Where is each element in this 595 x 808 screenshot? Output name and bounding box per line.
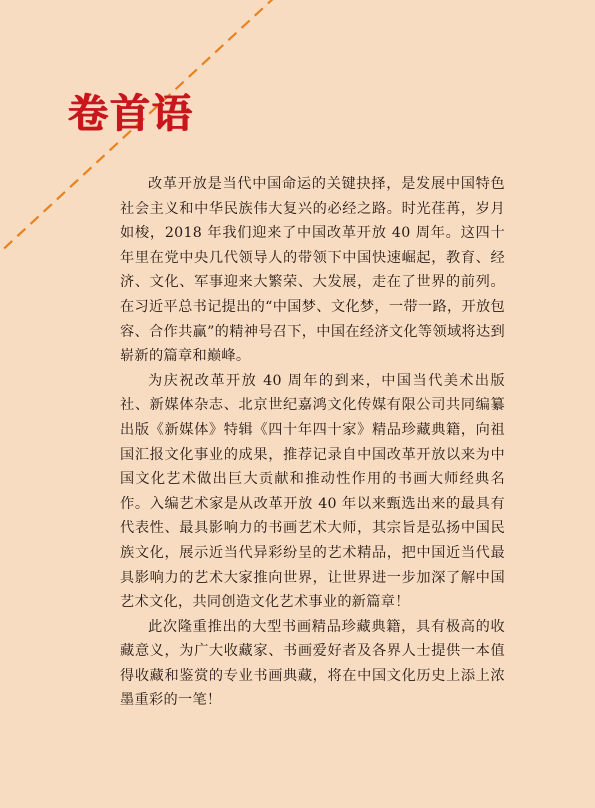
paragraph-1: 改革开放是当代中国命运的关键抉择，是发展中国特色社会主义和中华民族伟大复兴的必经之路。时光荏苒，岁月如梭，2018 年我们迎来了中国改革开放 40 周年。这四十年里在党中央几代领导人的带领下中国快速崛起，教育、经济、文化、军事迎来大繁荣、大发展，走在了世界的前列。在习近平总书记提出的“中国梦、文化梦，一带一路，开放包容、合作共赢”的精神号召下，中国在经济文化等领域将达到崭新的篇章和巅峰。 xyxy=(120,176,505,365)
paragraph-3: 此次隆重推出的大型书画精品珍藏典籍，具有极高的收藏意义，为广大收藏家、书画爱好者及各界人士提供一本值得收藏和鉴赏的专业书画典藏，将在中国文化历史上添上浓墨重彩的一笔！ xyxy=(120,618,505,709)
paragraph-2: 为庆祝改革开放 40 周年的到来，中国当代美术出版社、新媒体杂志、北京世纪嘉鸿文化传媒有限公司共同编纂出版《新媒体》特辑《四十年四十家》精品珍藏典籍，向祖国汇报文化事业的成果，推荐记录自中国改革开放以来为中国文化艺术做出巨大贡献和推动性作用的书画大师经典名作。入编艺术家是从改革开放 40 年以来甄选出来的最具有代表性、最具影响力的书画艺术大师，其宗旨是弘扬中国民族文化，展示近当代异彩纷呈的艺术精品，把中国近当代最具影响力的艺术大家推向世界，让世界进一步加深了解中国艺术文化，共同创造文化艺术事业的新篇章！ xyxy=(120,372,505,611)
page-title: 卷首语 xyxy=(68,90,194,137)
preface-body xyxy=(120,172,505,713)
